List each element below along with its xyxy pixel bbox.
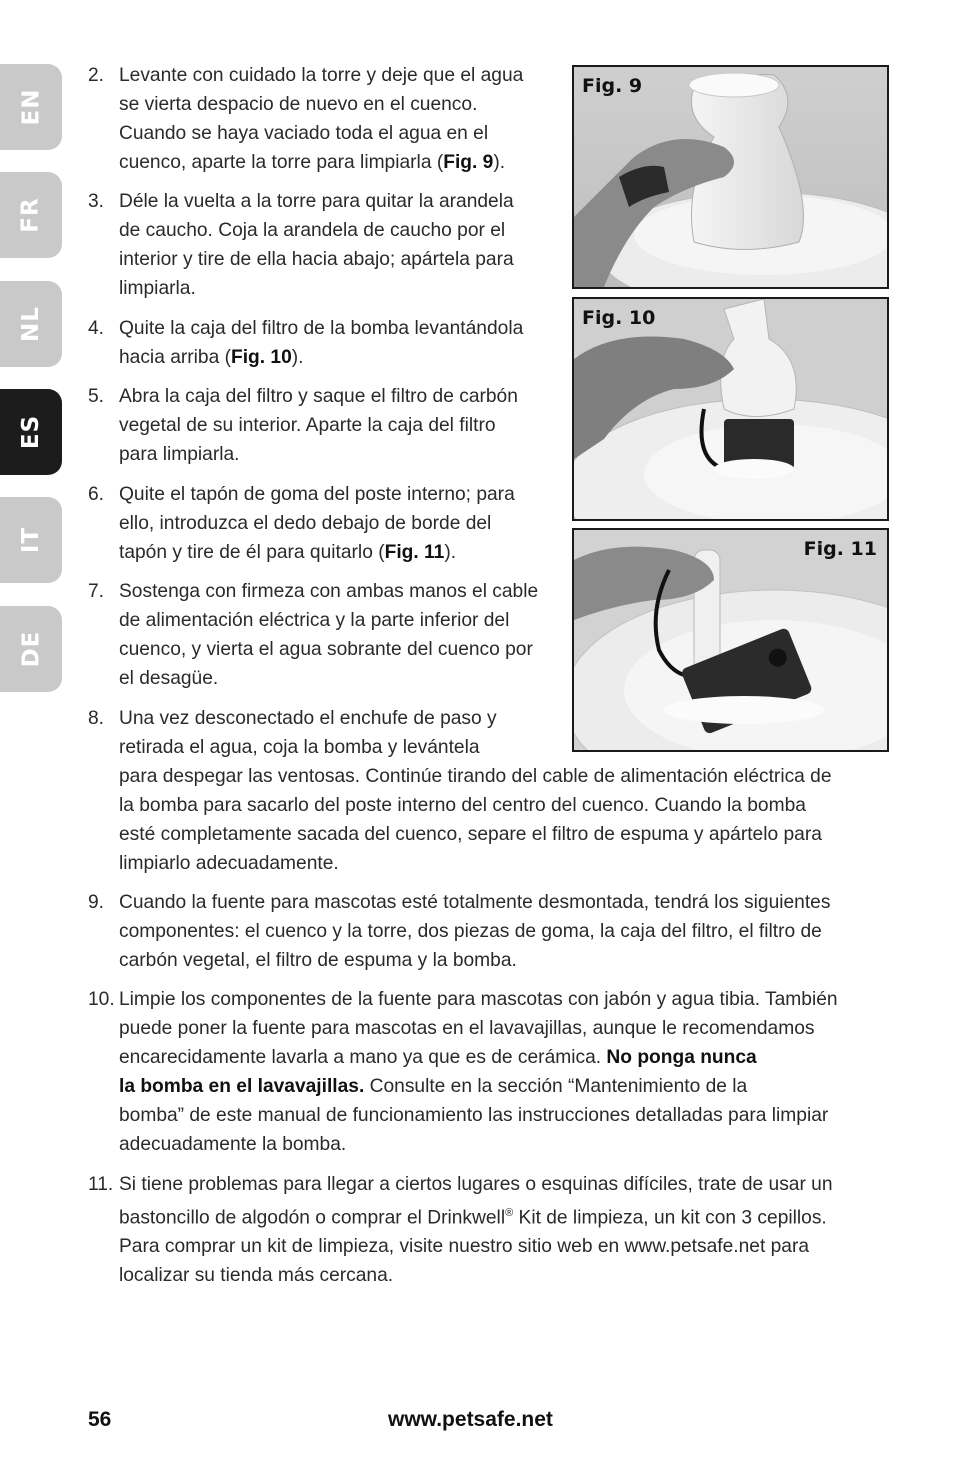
step-3-line: limpiarla.: [119, 278, 196, 299]
step-4-line: [119, 343, 523, 372]
step-6-line: [119, 538, 515, 567]
step-10-line: Limpie los componentes de la fuente para mascotas con jabón y agua tibia. También: [119, 989, 838, 1010]
step-8-number: 8.: [88, 708, 105, 729]
fig-9-reference: Fig. 9: [443, 152, 494, 173]
step-8: [88, 704, 832, 878]
step-7-line: cuenco, y vierta el agua sobrante del cuenco por: [119, 639, 533, 660]
step-10-warning-cont: la bomba en el lavavajillas.: [119, 1076, 365, 1097]
step-5-number: 5.: [88, 386, 105, 407]
step-11-text: bastoncillo de algodón o comprar el Drinkwell: [119, 1207, 506, 1229]
step-10-number: 10.: [88, 989, 115, 1010]
step-5-line: Abra la caja del filtro y saque el filtro de carbón: [119, 386, 518, 407]
step-2-line: Cuando se haya vaciado toda el agua en el: [119, 123, 489, 144]
tab-en[interactable]: [0, 64, 62, 150]
step-11: [88, 1170, 833, 1290]
figure-10: [572, 297, 889, 521]
step-6-text: tapón y tire de él para quitarlo (: [119, 542, 385, 563]
tab-es[interactable]: [0, 389, 62, 475]
step-6-line: ello, introduzca el dedo debajo de borde del: [119, 513, 492, 534]
fig-10-label: Fig. 10: [582, 307, 656, 329]
tab-fr[interactable]: [0, 172, 62, 258]
step-8-line: para despegar las ventosas. Continúe tirando del cable de alimentación eléctrica de: [119, 766, 832, 787]
step-10-line: [119, 1043, 838, 1072]
step-11-line: localizar su tienda más cercana.: [119, 1265, 394, 1287]
tab-de[interactable]: [0, 606, 62, 692]
step-2-text-end: ).: [493, 152, 506, 173]
step-7-line: el desagüe.: [119, 668, 219, 689]
figure-9: [572, 65, 889, 289]
step-3: [88, 187, 514, 303]
step-4: [88, 314, 523, 372]
step-10-text: encarecidamente lavarla a mano ya que es de cerámica.: [119, 1047, 607, 1068]
step-3-line: Déle la vuelta a la torre para quitar la arandela: [119, 191, 514, 212]
step-11-line: Para comprar un kit de limpieza, visite nuestro sitio web en www.petsafe.net para: [119, 1236, 810, 1258]
step-4-line: Quite la caja del filtro de la bomba levantándola: [119, 318, 524, 339]
tab-it-label: IT: [18, 526, 44, 554]
tab-nl[interactable]: [0, 281, 62, 367]
tab-nl-label: NL: [18, 306, 44, 342]
tab-it[interactable]: [0, 497, 62, 583]
step-10-line: puede poner la fuente para mascotas en el lavavajillas, aunque le recomendamos: [119, 1018, 815, 1039]
step-7: [88, 577, 538, 693]
fig-11-label: Fig. 11: [803, 538, 877, 560]
step-2-line: [119, 148, 523, 177]
step-9-number: 9.: [88, 892, 105, 913]
tab-es-label: ES: [18, 414, 44, 450]
step-2-line: Levante con cuidado la torre y deje que el agua: [119, 65, 524, 86]
step-9-line: carbón vegetal, el filtro de espuma y la bomba.: [119, 950, 517, 971]
step-9: [88, 888, 830, 975]
tab-en-label: EN: [18, 88, 44, 126]
step-7-line: Sostenga con firmeza con ambas manos el cable: [119, 581, 539, 602]
step-8-line: esté completamente sacada del cuenco, separe el filtro de espuma y apártelo para: [119, 824, 822, 845]
step-11-line: Si tiene problemas para llegar a ciertos lugares o esquinas difíciles, trate de usar un: [119, 1174, 833, 1195]
step-4-text-end: ).: [291, 347, 304, 368]
step-8-line: retirada el agua, coja la bomba y levántela: [119, 737, 480, 758]
step-11-line: [119, 1199, 833, 1232]
step-5-line: vegetal de su interior. Aparte la caja del filtro: [119, 415, 496, 436]
step-4-text: hacia arriba (: [119, 347, 231, 368]
fig-9-label: Fig. 9: [582, 75, 643, 97]
step-10-line: adecuadamente la bomba.: [119, 1134, 347, 1155]
step-6-line: Quite el tapón de goma del poste interno; para: [119, 484, 515, 505]
step-6-number: 6.: [88, 484, 105, 505]
tab-de-label: DE: [18, 630, 44, 668]
figure-9-photo: [574, 67, 887, 287]
step-7-line: de alimentación eléctrica y la parte inferior del: [119, 610, 510, 631]
step-8-line: la bomba para sacarlo del poste interno del centro del cuenco. Cuando la bomba: [119, 795, 806, 816]
step-11-number: 11.: [88, 1174, 114, 1195]
step-7-number: 7.: [88, 581, 105, 602]
step-6-text-end: ).: [444, 542, 457, 563]
step-2-number: 2.: [88, 65, 105, 86]
step-10-warning: No ponga nunca: [606, 1047, 757, 1068]
step-3-line: de caucho. Coja la arandela de caucho por el: [119, 220, 506, 241]
step-5-line: para limpiarla.: [119, 444, 240, 465]
step-9-line: Cuando la fuente para mascotas esté totalmente desmontada, tendrá los siguientes: [119, 892, 831, 913]
step-10-line: bomba” de este manual de funcionamiento las instrucciones detalladas para limpiar: [119, 1105, 829, 1126]
step-5: [88, 382, 518, 469]
step-4-number: 4.: [88, 318, 105, 339]
step-10: [88, 985, 838, 1159]
registered-mark: ®: [505, 1207, 514, 1219]
fig-10-reference: Fig. 10: [230, 347, 292, 368]
step-10-text-cont: Consulte en la sección “Mantenimiento de la: [364, 1076, 748, 1097]
tab-fr-label: FR: [17, 197, 44, 233]
step-2-text: cuenco, aparte la torre para limpiarla (: [119, 152, 444, 173]
step-8-line: limpiarlo adecuadamente.: [119, 853, 339, 874]
step-6: [88, 480, 515, 567]
step-9-line: componentes: el cuenco y la torre, dos piezas de goma, la caja del filtro, el filtro de: [119, 921, 822, 942]
figure-10-photo: [574, 299, 887, 519]
step-2: [88, 61, 523, 177]
footer-url[interactable]: www.petsafe.net: [388, 1408, 553, 1431]
step-3-number: 3.: [88, 191, 105, 212]
step-2-line: se vierta despacio de nuevo en el cuenco.: [119, 94, 478, 115]
step-8-line: Una vez desconectado el enchufe de paso y: [119, 708, 497, 729]
step-3-line: interior y tire de ella hacia abajo; apártela para: [119, 249, 514, 270]
step-10-line: [119, 1072, 838, 1101]
fig-11-reference: Fig. 11: [384, 542, 445, 563]
step-11-text-cont: Kit de limpieza, un kit con 3 cepillos.: [513, 1207, 827, 1229]
page-number: 56: [88, 1408, 112, 1431]
